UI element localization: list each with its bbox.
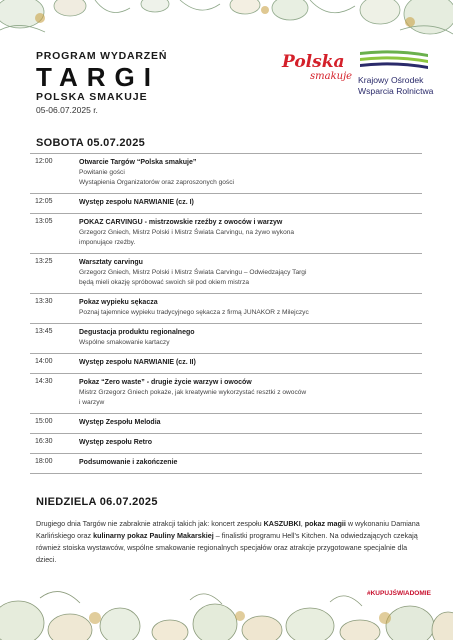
event-dates: 05-06.07.2025 r. [36,105,98,115]
event-time: 14:30 [35,378,53,385]
kowr-logo [358,50,438,98]
logo-smakuje-text: smakuje [310,71,353,82]
event-title: Otwarcie Targów “Polska smakuje” [79,159,197,166]
day1-schedule [30,153,422,474]
page-subtitle: POLSKA SMAKUJE [36,91,148,103]
schedule-row [30,353,422,373]
event-description: Grzegorz Gniech, Mistrz Polski i Mistrz Świata Carvingu – Odwiedzający Targi [79,269,307,276]
day2-bold-magic: pokaz magii [304,519,346,528]
event-description: Mistrz Grzegorz Gniech pokaże, jak kreatywnie wykorzystać resztki z owoców [79,389,307,396]
event-content [79,218,422,248]
day2-bold-kaszubki: KASZUBKI [263,519,301,528]
day2-text-1: Drugiego dnia Targów nie zabraknie atrakcji takich jak: koncert zespołu [36,519,264,528]
event-time: 14:00 [35,358,53,365]
schedule-row [30,453,422,474]
schedule-row [30,323,422,353]
day2-bold-culinary: kulinarny pokaz Pauliny Makarskiej [93,531,214,540]
page-title: TARGI [36,62,160,92]
event-time: 13:45 [35,328,53,335]
event-title: Występ zespołu NARWIANIE (cz. II) [79,359,196,366]
event-content [79,328,422,348]
day2-title: NIEDZIELA 06.07.2025 [36,496,158,508]
program-header [36,50,167,115]
vegetables-illustration-bottom [0,578,453,640]
day1-title: SOBOTA 05.07.2025 [36,137,146,149]
event-content [79,298,422,318]
event-time: 18:00 [35,458,53,465]
event-content [79,258,422,288]
program-label: PROGRAM WYDARZEŃ [36,50,168,62]
event-description: imponujące rzeźby. [79,239,136,246]
event-content [79,378,422,408]
event-content [79,198,422,208]
day2-text-2: , [300,519,305,528]
kowr-stripes-icon [358,50,430,70]
event-description: i warzyw [79,399,105,406]
event-time: 16:30 [35,438,53,445]
kowr-line2: Wsparcia Rolnictwa [358,85,434,96]
event-content [79,358,422,368]
schedule-row [30,433,422,453]
polska-smakuje-logo [282,53,354,93]
hashtag: #KUPUJŚWIADOMIE [367,590,431,597]
event-time: 12:05 [35,198,53,205]
event-time: 13:05 [35,218,53,225]
schedule-row [30,193,422,213]
event-content [79,158,422,188]
event-description: Poznaj tajemnice wypieku tradycyjnego sękacza z firmą JUNAKOR z Milejczyc [79,309,309,316]
day2-text-4: – finalistki programu Hell's Kitchen. Na odwiedzających czekają również stoiska wystawców, wspólne smakowanie regionalnych specjałów oraz atrakcje przygotowane specjalnie dla dzieci. [36,531,418,564]
event-description: Wspólne smakowanie kartaczy [79,339,170,346]
event-title: Warsztaty carvingu [79,259,143,266]
schedule-row [30,373,422,413]
event-title: Występ zespołu NARWIANIE (cz. I) [79,199,194,206]
event-time: 13:30 [35,298,53,305]
event-description: Powitanie gości [79,169,125,176]
event-title: Podsumowanie i zakończenie [79,459,178,466]
event-description: będą mieli okazję spróbować swoich sił pod okiem mistrza [79,279,250,286]
day2-description [36,518,420,566]
event-content [79,418,422,428]
event-time: 15:00 [35,418,53,425]
event-description: Grzegorz Gniech, Mistrz Polski i Mistrz Świata Carvingu, na żywo wykona [79,229,295,236]
event-content [79,438,422,448]
kowr-line1: Krajowy Ośrodek [358,75,424,85]
event-title: POKAZ CARVINGU - mistrzowskie rzeźby z owoców i warzyw [79,219,283,226]
event-title: Pokaz “Zero waste” - drugie życie warzyw i owoców [79,379,252,386]
event-title: Pokaz wypieku sękacza [79,299,158,306]
event-time: 13:25 [35,258,53,265]
event-time: 12:00 [35,158,53,165]
schedule-row [30,293,422,323]
schedule-row [30,153,422,193]
event-title: Degustacja produktu regionalnego [79,329,195,336]
schedule-row [30,213,422,253]
event-title: Występ Zespołu Melodia [79,419,161,426]
vegetables-illustration-top [0,0,453,50]
event-title: Występ zespołu Retro [79,439,152,446]
schedule-row [30,413,422,433]
logo-polska-text: Polska [282,52,345,72]
event-content [79,458,422,468]
event-description: Wystąpienia Organizatorów oraz zaproszonych gości [79,179,234,186]
day2-text-3: w wykonaniu Damiana Karlińskiego oraz [36,519,420,540]
schedule-row [30,253,422,293]
